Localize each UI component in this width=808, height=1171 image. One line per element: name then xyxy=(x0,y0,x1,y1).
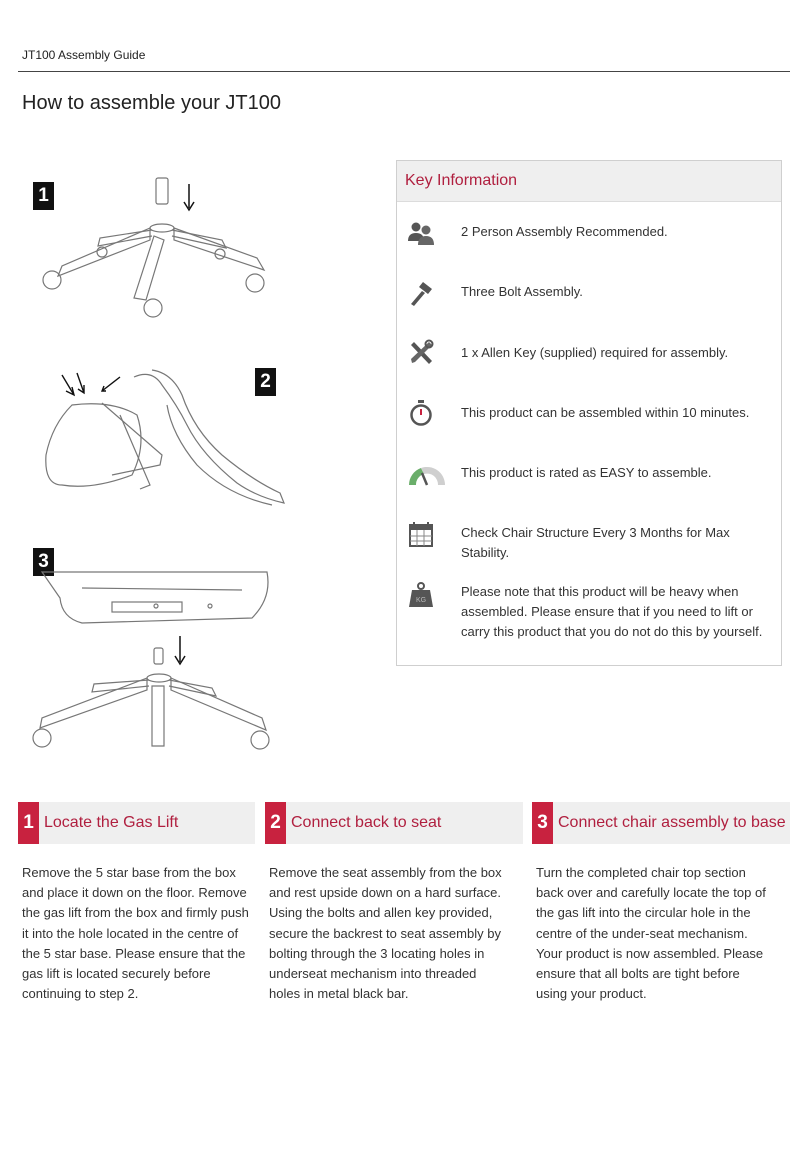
key-item-text: This product is rated as EASY to assemble. xyxy=(461,465,712,480)
step-2-section xyxy=(265,802,523,1004)
weight-icon xyxy=(407,581,435,609)
page-title: How to assemble your JT100 xyxy=(22,92,282,114)
seat-onto-base-drawing xyxy=(22,568,292,755)
illustration-badge-1: 1 xyxy=(33,182,54,210)
key-information-title: Key Information xyxy=(397,161,781,202)
seat-and-backrest-drawing xyxy=(22,365,292,525)
step-number: 2 xyxy=(265,802,286,844)
step-number: 3 xyxy=(532,802,553,844)
key-item-text: Check Chair Structure Every 3 Months for Max Stability. xyxy=(461,525,730,560)
assembly-illustrations xyxy=(22,170,292,755)
step-3-header xyxy=(532,802,790,844)
step-description: Remove the seat assembly from the box and rest upside down on a hard surface. Using the bolts and allen key provided, secure the backrest to seat assembly by bolting through the 3 locating holes in underseat mechanism into threaded holes in metal black bar. xyxy=(269,865,502,1002)
step-1-header xyxy=(18,802,255,844)
gauge-icon xyxy=(407,459,447,487)
step-1-section xyxy=(18,802,255,1004)
two-people-icon xyxy=(407,219,435,247)
step-2-header xyxy=(265,802,523,844)
step-title: Connect back to seat xyxy=(291,814,442,831)
step-number: 1 xyxy=(18,802,39,844)
key-item-text: Please note that this product will be heavy when assembled. Please ensure that if you need to lift or carry this product that you do not do this by yourself. xyxy=(461,584,763,639)
illustration-badge-2: 2 xyxy=(255,368,276,396)
step-description: Remove the 5 star base from the box and place it down on the floor. Remove the gas lift from the box and firmly push it into the hole located in the centre of the 5 star base. Please ensure that the gas lift is located securely before continuing to step 2. xyxy=(22,865,249,1002)
header-divider xyxy=(18,71,790,72)
step-description: Turn the completed chair top section back over and carefully locate the top of the gas lift into the circular hole in the centre of the under-seat mechanism. Your product is now assembled. Please ensure that all bolts are tight before using your product. xyxy=(536,865,766,1002)
step-3-section xyxy=(532,802,790,1004)
star-base-with-gas-lift-drawing xyxy=(22,170,292,330)
illustration-badge-3: 3 xyxy=(33,548,54,576)
step-title: Connect chair assembly to base xyxy=(558,814,786,831)
key-item-text: 2 Person Assembly Recommended. xyxy=(461,224,668,239)
key-item-text: This product can be assembled within 10 minutes. xyxy=(461,405,750,420)
weight-icon-label: KG xyxy=(415,597,427,604)
document-header-label: JT100 Assembly Guide xyxy=(22,48,146,62)
key-item-text: Three Bolt Assembly. xyxy=(461,284,583,299)
bolt-icon xyxy=(407,279,435,307)
calendar-icon xyxy=(407,521,435,549)
key-information-panel xyxy=(396,160,782,666)
tools-icon xyxy=(407,339,435,367)
stopwatch-icon xyxy=(407,399,435,427)
key-item-text: 1 x Allen Key (supplied) required for assembly. xyxy=(461,345,729,360)
step-title: Locate the Gas Lift xyxy=(44,814,179,831)
